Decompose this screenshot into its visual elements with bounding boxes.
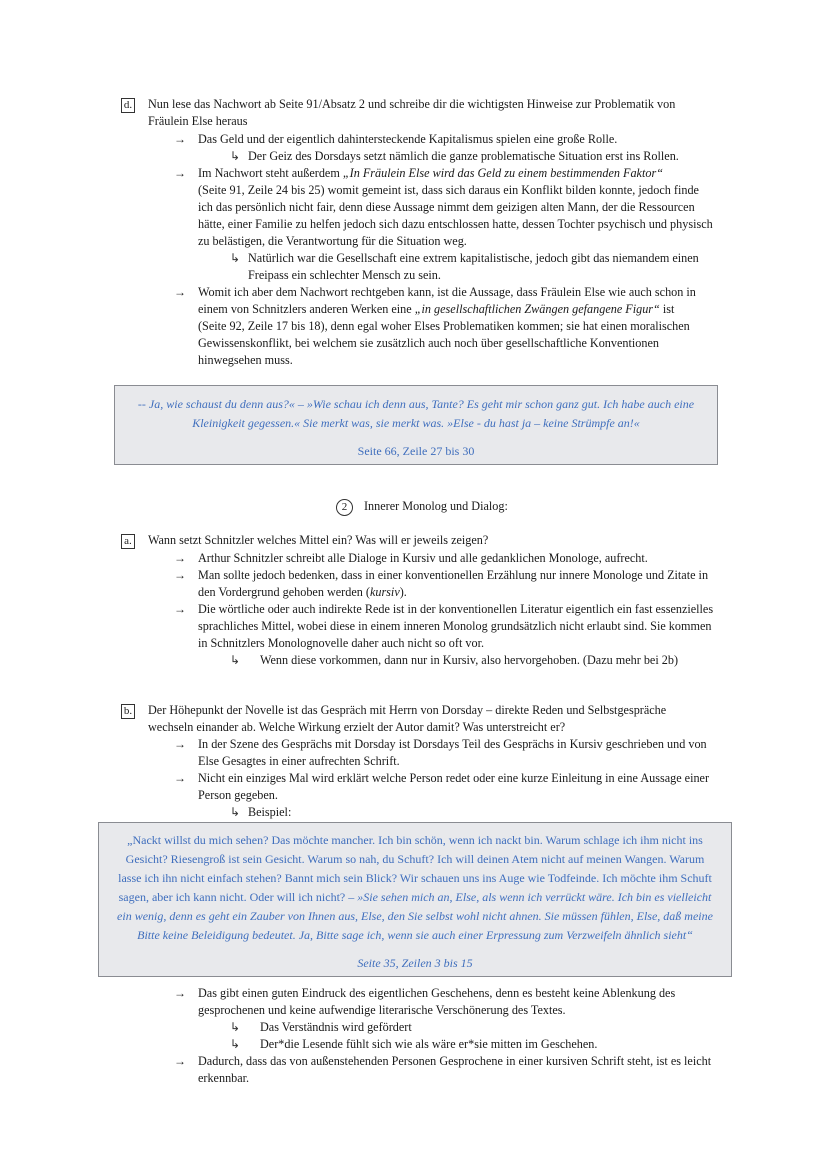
section-d-point-2-sub-line-1: Natürlich war die Gesellschaft eine extrem kapitalistische, jedoch gibt das niemandem einen: [248, 251, 699, 265]
quote-2-line-4: sagen, aber ich kann nicht. Oder will ich nicht? – »Sie sehen mich an, Else, als wenn ich verrückt wäre. Ich bin es vielleicht: [118, 890, 712, 904]
section-d-point-2-line-5: zu belästigen, die Verantwortung für die Situation weg.: [198, 234, 467, 248]
section-d-point-3-line-5: hinwegsehen muss.: [198, 353, 293, 367]
section-b-question-line-2: wechseln einander ab. Welche Wirkung erzielt der Autor damit? Was unterstreicht er?: [148, 720, 566, 734]
sub-arrow-icon: ↳: [230, 1020, 241, 1034]
arrow-icon: →: [174, 986, 186, 1000]
section-a-point-2-line-2: den Vordergrund gehoben werden (kursiv).: [198, 585, 407, 599]
section-d-question-line-1: Nun lese das Nachwort ab Seite 91/Absatz 2 und schreibe dir die wichtigsten Hinweise zur Problematik von: [148, 97, 676, 111]
section-a-question: Wann setzt Schnitzler welches Mittel ein? Was will er jeweils zeigen?: [148, 533, 489, 547]
section-d-point-1-sub: Der Geiz des Dorsdays setzt nämlich die ganze problematische Situation erst ins Rollen.: [248, 149, 679, 163]
section-d-label: d.: [121, 98, 135, 113]
sub-arrow-icon: ↳: [230, 251, 241, 265]
section-2-number: 2: [336, 499, 353, 516]
section-d-point-3-line-3: (Seite 92, Zeile 17 bis 18), denn egal woher Elses Problematiken kommen; sie hat einen moralischen: [198, 319, 690, 333]
section-d-point-3-line-1: Womit ich aber dem Nachwort rechtgeben kann, ist die Aussage, dass Fräulein Else wie auch schon in: [198, 285, 696, 299]
section-a-point-1: Arthur Schnitzler schreibt alle Dialoge in Kursiv und alle gedanklichen Monologe, aufrecht.: [198, 551, 648, 565]
section-d-point-3-line-2: einem von Schnitzlers anderen Werken eine „in gesellschaftlichen Zwängen gefangene Figur“ ist: [198, 302, 675, 316]
quote-2-line-6: Bitte keine Beleidigung bedeutet. Ja, Bitte sage ich, wenn sie auch einer Erpressung zum Verzweifeln ähnlich sieht“: [137, 928, 693, 942]
section-a-point-3-line-2: sprachliches Mittel, wobei diese in einem inneren Monolog grundsätzlich nicht erlaubt sind. Sie kommen: [198, 619, 712, 633]
section-b-point-2-line-2: Person gegeben.: [198, 788, 278, 802]
section-b-question-line-1: Der Höhepunkt der Novelle ist das Gespräch mit Herrn von Dorsday – direkte Reden und Selbstgespräche: [148, 703, 667, 717]
section-b-point-3-line-2: gesprochenen und keine aufwendige literarische Verschönerung des Textes.: [198, 1003, 566, 1017]
section-a-point-3-sub: Wenn diese vorkommen, dann nur in Kursiv, also hervorgehoben. (Dazu mehr bei 2b): [260, 653, 679, 667]
sub-arrow-icon: ↳: [230, 805, 241, 819]
quote-2-line-2: Gesicht? Riesengroß ist sein Gesicht. Warum so nah, du Schuft? Ich will deinen Atem nicht auf meinen Wangen. Warum: [125, 852, 705, 866]
quote-box-1: [114, 385, 718, 465]
section-a-label: a.: [121, 534, 135, 549]
arrow-icon: →: [174, 602, 186, 616]
quote-1-line-2: Kleinigkeit gegessen.« Sie merkt was, sie merkt was. »Else - du hast ja – keine Strümpfe an!«: [192, 416, 640, 430]
section-a-point-3-line-1: Die wörtliche oder auch indirekte Rede ist in der konventionellen Literatur eigentlich ein fast essenzielles: [198, 602, 714, 616]
section-b-point-1-line-1: In der Szene des Gesprächs mit Dorsday ist Dorsdays Teil des Gesprächs in Kursiv geschrieben und von: [198, 737, 707, 751]
section-d-point-3-line-4: Gewissenskonflikt, bei welchem sie zusätzlich auch noch über gesellschaftliche Konventionen: [198, 336, 659, 350]
section-b-point-4-line-1: Dadurch, dass das von außenstehenden Personen Gesprochene in einer kursiven Schrift steht, ist es leicht: [198, 1054, 712, 1068]
section-b-point-2-line-1: Nicht ein einziges Mal wird erklärt welche Person redet oder eine kurze Einleitung in eine Aussage einer: [198, 771, 710, 785]
section-2-title: Innerer Monolog und Dialog:: [364, 499, 508, 513]
section-b-label: b.: [121, 704, 135, 719]
quote-2-source: Seite 35, Zeilen 3 bis 15: [357, 956, 473, 970]
section-b-point-1-line-2: Else Gesagtes in einer aufrechten Schrift.: [198, 754, 400, 768]
sub-arrow-icon: ↳: [230, 653, 241, 667]
arrow-icon: →: [174, 285, 186, 299]
quote-2-line-1: „Nackt willst du mich sehen? Das möchte mancher. Ich bin schön, wenn ich nackt bin. Warum schlage ich ihm nicht ins: [127, 833, 703, 847]
section-d-point-2-line-3: ich das persönlich nicht fair, denn diese Aussage nimmt dem geizigen alten Mann, der die Ressourcen: [198, 200, 695, 214]
section-d-point-2-line-2: (Seite 91, Zeile 24 bis 25) womit gemeint ist, dass sich daraus ein Konflikt bilden konnte, jedoch finde: [198, 183, 699, 197]
section-b-point-3-line-1: Das gibt einen guten Eindruck des eigentlichen Geschehens, denn es besteht keine Ablenkung des: [198, 986, 676, 1000]
section-d-point-1: Das Geld und der eigentlich dahintersteckende Kapitalismus spielen eine große Rolle.: [198, 132, 618, 146]
arrow-icon: →: [174, 132, 186, 146]
section-b-point-2-sub: Beispiel:: [248, 805, 292, 819]
section-d-point-2-line-1: Im Nachwort steht außerdem „In Fräulein Else wird das Geld zu einem bestimmenden Faktor“: [198, 166, 663, 180]
arrow-icon: →: [174, 166, 186, 180]
arrow-icon: →: [174, 551, 186, 565]
section-b-point-3-sub-2: Der*die Lesende fühlt sich wie als wäre er*sie mitten im Geschehen.: [260, 1037, 598, 1051]
arrow-icon: →: [174, 568, 186, 582]
section-d-question-line-2: Fräulein Else heraus: [148, 114, 248, 128]
sub-arrow-icon: ↳: [230, 1037, 241, 1051]
section-d-point-2-line-4: hätte, einer Familie zu helfen jedoch sich dazu entschlossen hatte, dessen Tochter psychisch und physisch: [198, 217, 713, 231]
quote-2-line-3: lasse ich ihn nicht einfach stehen? Bannt mich sein Blick? Wir schauen uns ins Auge wie Todfeinde. Ich möchte ihm Schuft: [118, 871, 712, 885]
section-d-point-2-sub-line-2: Freipass ein schlechter Mensch zu sein.: [248, 268, 441, 282]
section-a-point-3-line-3: in Schnitzlers Monolognovelle daher auch nicht so oft vor.: [198, 636, 485, 650]
arrow-icon: →: [174, 771, 186, 785]
quote-1-line-1: -- Ja, wie schaust du denn aus?« – »Wie schau ich denn aus, Tante? Es geht mir schon ganz gut. Ich habe auch eine: [137, 397, 695, 411]
section-a-point-2-line-1: Man sollte jedoch bedenken, dass in einer konventionellen Erzählung nur innere Monologe und Zitate in: [198, 568, 709, 582]
quote-2-line-5: ein wenig, denn es geht ein Zauber von Ihnen aus, Else, den Sie selbst wohl nicht ahnen. Sie müssen fühlen, Else, daß meine: [117, 909, 713, 923]
arrow-icon: →: [174, 1054, 186, 1068]
quote-1-source: Seite 66, Zeile 27 bis 30: [357, 444, 475, 458]
sub-arrow-icon: ↳: [230, 149, 241, 163]
section-b-point-4-line-2: erkennbar.: [198, 1071, 250, 1085]
arrow-icon: →: [174, 737, 186, 751]
quote-box-2: [98, 822, 732, 977]
section-b-point-3-sub-1: Das Verständnis wird gefördert: [260, 1020, 412, 1034]
